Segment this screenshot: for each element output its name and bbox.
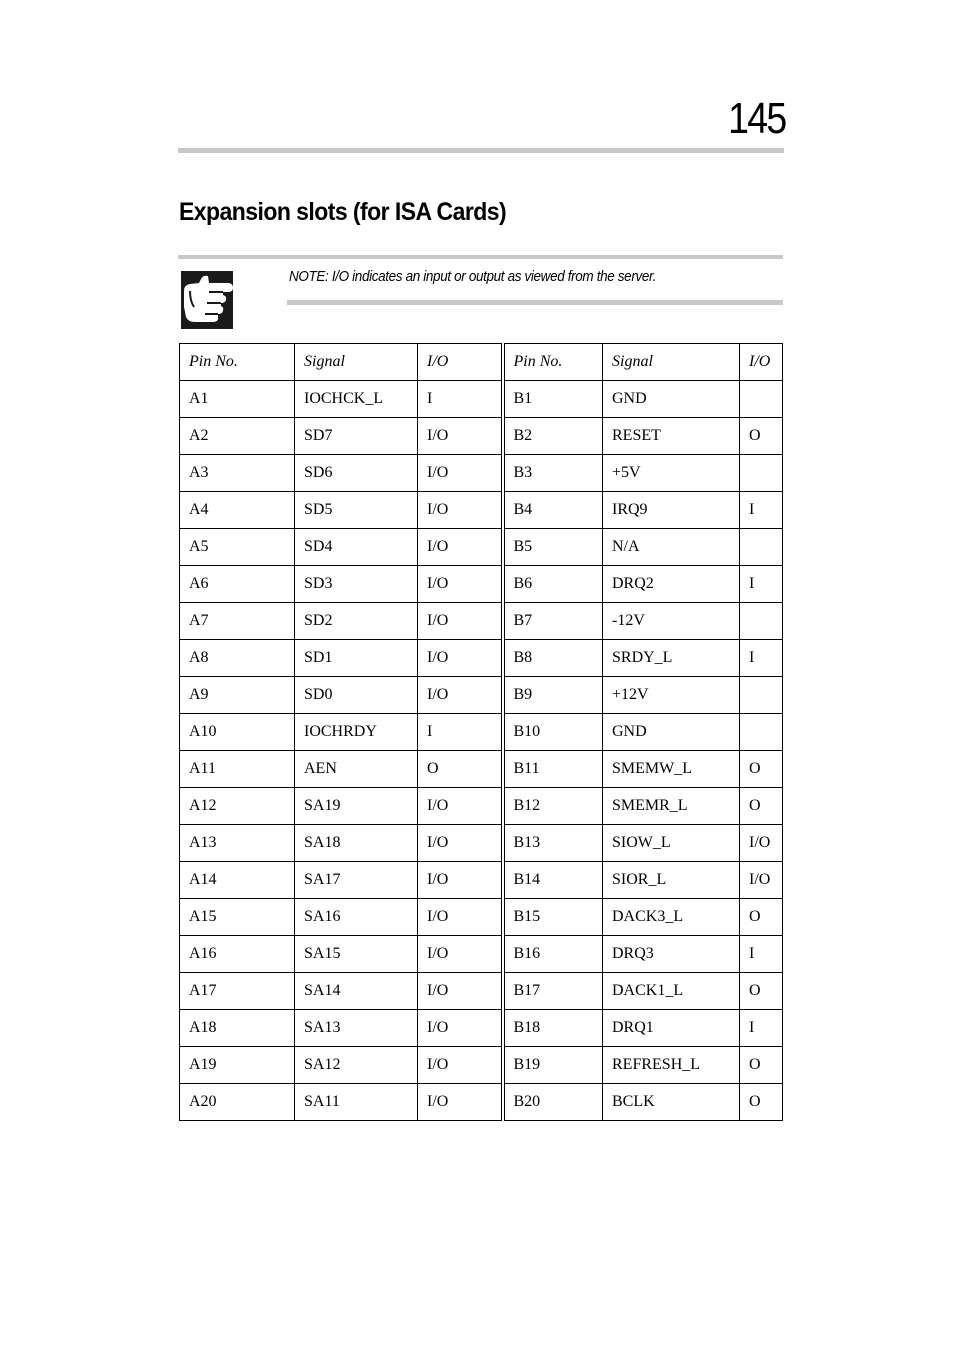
io-a-cell: I/O — [418, 640, 503, 677]
io-a-cell: I/O — [418, 899, 503, 936]
table-row — [180, 640, 783, 677]
io-b-cell — [740, 529, 783, 566]
table-row — [180, 566, 783, 603]
io-a-cell: I/O — [418, 677, 503, 714]
signal-b-cell: SMEMR_L — [603, 788, 740, 825]
signal-b-cell: RESET — [603, 418, 740, 455]
pin-a-cell: A8 — [180, 640, 295, 677]
section-heading: Expansion slots (for ISA Cards) — [179, 198, 507, 226]
note-bottom-rule — [287, 300, 783, 305]
io-a-cell: I/O — [418, 529, 503, 566]
io-b-cell: O — [740, 973, 783, 1010]
io-b-cell: I — [740, 492, 783, 529]
signal-b-cell: SRDY_L — [603, 640, 740, 677]
pin-b-cell: B14 — [503, 862, 603, 899]
pin-a-cell: A14 — [180, 862, 295, 899]
signal-a-cell: SD0 — [295, 677, 418, 714]
io-a-cell: I/O — [418, 788, 503, 825]
signal-b-cell: IRQ9 — [603, 492, 740, 529]
table-row — [180, 936, 783, 973]
signal-a-cell: SA13 — [295, 1010, 418, 1047]
pin-b-cell: B10 — [503, 714, 603, 751]
pin-assignment-table — [179, 343, 783, 1121]
pin-a-cell: A5 — [180, 529, 295, 566]
io-b-cell: O — [740, 1047, 783, 1084]
signal-a-cell: SD3 — [295, 566, 418, 603]
io-a-cell: I — [418, 714, 503, 751]
signal-a-cell: SD1 — [295, 640, 418, 677]
io-a-cell: I — [418, 381, 503, 418]
pin-a-cell: A17 — [180, 973, 295, 1010]
pin-b-cell: B15 — [503, 899, 603, 936]
signal-a-cell: SD6 — [295, 455, 418, 492]
pin-b-cell: B8 — [503, 640, 603, 677]
io-b-cell: I/O — [740, 862, 783, 899]
io-b-cell: I — [740, 1010, 783, 1047]
signal-a-cell: SD7 — [295, 418, 418, 455]
pin-a-cell: A9 — [180, 677, 295, 714]
signal-b-cell: N/A — [603, 529, 740, 566]
table-row — [180, 529, 783, 566]
io-b-cell: O — [740, 899, 783, 936]
io-b-cell — [740, 677, 783, 714]
io-b-cell — [740, 381, 783, 418]
pin-a-cell: A2 — [180, 418, 295, 455]
table-row — [180, 1010, 783, 1047]
pin-b-cell: B19 — [503, 1047, 603, 1084]
signal-b-cell: GND — [603, 381, 740, 418]
signal-a-cell: SA14 — [295, 973, 418, 1010]
pin-b-cell: B11 — [503, 751, 603, 788]
io-a-cell: I/O — [418, 1047, 503, 1084]
io-b-cell — [740, 603, 783, 640]
table-row — [180, 862, 783, 899]
pin-a-cell: A20 — [180, 1084, 295, 1121]
pin-a-cell: A15 — [180, 899, 295, 936]
pin-a-cell: A18 — [180, 1010, 295, 1047]
signal-a-cell: SA12 — [295, 1047, 418, 1084]
header-pin-b: Pin No. — [503, 344, 603, 381]
io-a-cell: I/O — [418, 418, 503, 455]
signal-b-cell: SIOW_L — [603, 825, 740, 862]
io-b-cell — [740, 714, 783, 751]
pin-b-cell: B12 — [503, 788, 603, 825]
table-row — [180, 899, 783, 936]
io-a-cell: I/O — [418, 455, 503, 492]
io-b-cell: I — [740, 936, 783, 973]
pin-a-cell: A4 — [180, 492, 295, 529]
signal-a-cell: SD2 — [295, 603, 418, 640]
table-row — [180, 492, 783, 529]
io-b-cell: O — [740, 788, 783, 825]
signal-a-cell: SA17 — [295, 862, 418, 899]
header-io-a: I/O — [418, 344, 503, 381]
pin-a-cell: A12 — [180, 788, 295, 825]
pin-b-cell: B3 — [503, 455, 603, 492]
pin-a-cell: A3 — [180, 455, 295, 492]
signal-b-cell: SIOR_L — [603, 862, 740, 899]
header-signal-b: Signal — [603, 344, 740, 381]
signal-a-cell: SD5 — [295, 492, 418, 529]
header-pin-a: Pin No. — [180, 344, 295, 381]
io-a-cell: I/O — [418, 566, 503, 603]
io-b-cell: O — [740, 1084, 783, 1121]
pin-b-cell: B7 — [503, 603, 603, 640]
signal-b-cell: DACK3_L — [603, 899, 740, 936]
header-io-b: I/O — [740, 344, 783, 381]
signal-b-cell: DRQ3 — [603, 936, 740, 973]
pin-a-cell: A6 — [180, 566, 295, 603]
header-rule — [178, 148, 784, 153]
pin-a-cell: A10 — [180, 714, 295, 751]
table-header-row — [180, 344, 783, 381]
pin-b-cell: B5 — [503, 529, 603, 566]
signal-b-cell: GND — [603, 714, 740, 751]
io-a-cell: I/O — [418, 825, 503, 862]
signal-a-cell: SA18 — [295, 825, 418, 862]
table-body — [180, 381, 783, 1121]
signal-b-cell: DRQ2 — [603, 566, 740, 603]
signal-a-cell: SD4 — [295, 529, 418, 566]
table-row — [180, 1084, 783, 1121]
io-b-cell: I/O — [740, 825, 783, 862]
signal-a-cell: SA15 — [295, 936, 418, 973]
pin-b-cell: B4 — [503, 492, 603, 529]
table-row — [180, 788, 783, 825]
signal-b-cell: SMEMW_L — [603, 751, 740, 788]
pin-b-cell: B13 — [503, 825, 603, 862]
signal-a-cell: SA16 — [295, 899, 418, 936]
signal-b-cell: -12V — [603, 603, 740, 640]
pin-b-cell: B2 — [503, 418, 603, 455]
table-row — [180, 825, 783, 862]
pin-a-cell: A19 — [180, 1047, 295, 1084]
signal-b-cell: REFRESH_L — [603, 1047, 740, 1084]
io-b-cell: O — [740, 751, 783, 788]
io-a-cell: I/O — [418, 1010, 503, 1047]
signal-a-cell: SA19 — [295, 788, 418, 825]
pin-b-cell: B18 — [503, 1010, 603, 1047]
signal-b-cell: +12V — [603, 677, 740, 714]
io-a-cell: I/O — [418, 1084, 503, 1121]
table-row — [180, 455, 783, 492]
table-row — [180, 1047, 783, 1084]
pin-b-cell: B17 — [503, 973, 603, 1010]
note-top-rule — [178, 255, 783, 259]
page-number: 145 — [727, 94, 785, 143]
table-row — [180, 714, 783, 751]
signal-b-cell: DRQ1 — [603, 1010, 740, 1047]
io-a-cell: I/O — [418, 492, 503, 529]
table-row — [180, 381, 783, 418]
pin-b-cell: B20 — [503, 1084, 603, 1121]
io-a-cell: I/O — [418, 862, 503, 899]
signal-a-cell: IOCHCK_L — [295, 381, 418, 418]
pin-b-cell: B6 — [503, 566, 603, 603]
note-text: NOTE: I/O indicates an input or output as viewed from the server. — [289, 268, 657, 285]
io-b-cell: I — [740, 640, 783, 677]
pin-b-cell: B9 — [503, 677, 603, 714]
io-a-cell: I/O — [418, 973, 503, 1010]
io-a-cell: I/O — [418, 603, 503, 640]
io-a-cell: O — [418, 751, 503, 788]
pin-b-cell: B16 — [503, 936, 603, 973]
pin-a-cell: A13 — [180, 825, 295, 862]
io-b-cell: I — [740, 566, 783, 603]
header-signal-a: Signal — [295, 344, 418, 381]
pin-a-cell: A7 — [180, 603, 295, 640]
signal-a-cell: IOCHRDY — [295, 714, 418, 751]
signal-a-cell: SA11 — [295, 1084, 418, 1121]
table-row — [180, 677, 783, 714]
pin-b-cell: B1 — [503, 381, 603, 418]
table-row — [180, 418, 783, 455]
io-a-cell: I/O — [418, 936, 503, 973]
pin-a-cell: A16 — [180, 936, 295, 973]
io-b-cell: O — [740, 418, 783, 455]
table-row — [180, 751, 783, 788]
pin-a-cell: A1 — [180, 381, 295, 418]
pin-a-cell: A11 — [180, 751, 295, 788]
table-row — [180, 973, 783, 1010]
signal-b-cell: DACK1_L — [603, 973, 740, 1010]
signal-a-cell: AEN — [295, 751, 418, 788]
signal-b-cell: +5V — [603, 455, 740, 492]
io-b-cell — [740, 455, 783, 492]
pointing-hand-icon — [181, 271, 233, 329]
table-row — [180, 603, 783, 640]
signal-b-cell: BCLK — [603, 1084, 740, 1121]
